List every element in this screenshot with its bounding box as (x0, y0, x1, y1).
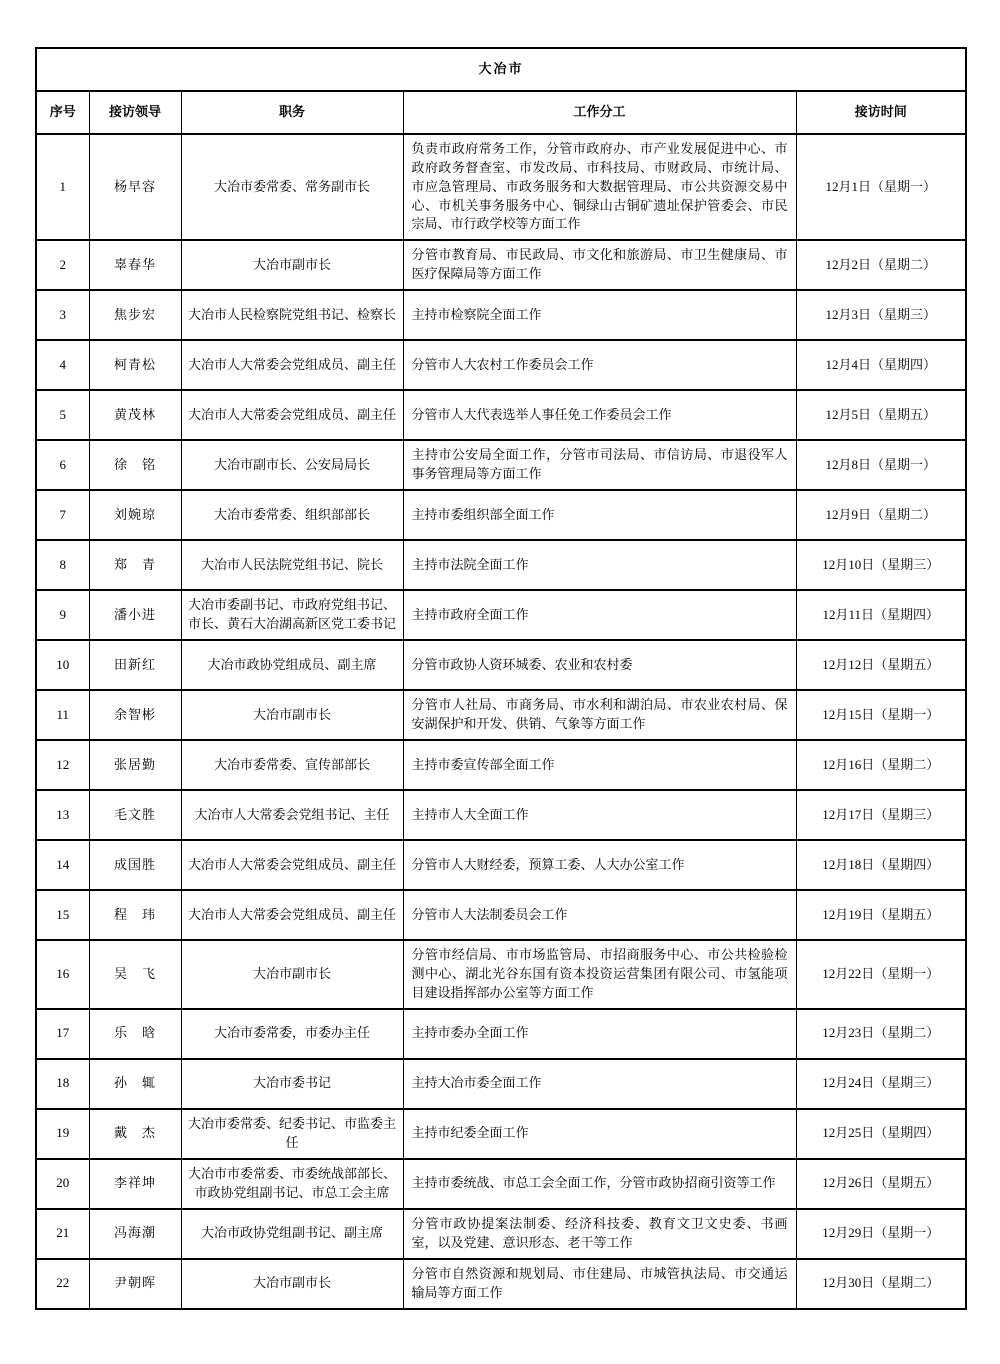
leader-name-cell: 李祥坤 (89, 1159, 181, 1209)
table-row (36, 340, 966, 390)
serial-cell: 5 (36, 390, 89, 440)
serial-cell: 4 (36, 340, 89, 390)
date-cell: 12月19日（星期五） (796, 890, 966, 940)
date-cell: 12月8日（星期一） (796, 440, 966, 490)
leader-name-cell: 冯海潮 (89, 1209, 181, 1259)
title-row (36, 48, 966, 91)
duty-cell: 分管市政协提案法制委、经济科技委、教育文卫文史委、书画室，以及党建、意识形态、老干等工作 (403, 1209, 796, 1259)
leader-name-cell: 徐 铭 (89, 440, 181, 490)
duty-cell: 分管市人大法制委员会工作 (403, 890, 796, 940)
table-row (36, 290, 966, 340)
table-row (36, 1059, 966, 1109)
table-row (36, 940, 966, 1009)
table-row (36, 640, 966, 690)
duty-cell: 主持市纪委全面工作 (403, 1109, 796, 1159)
leader-name-cell: 杨早容 (89, 134, 181, 240)
date-cell: 12月23日（星期二） (796, 1009, 966, 1059)
date-cell: 12月3日（星期三） (796, 290, 966, 340)
position-cell: 大冶市副市长 (181, 240, 403, 290)
table-row (36, 540, 966, 590)
serial-cell: 9 (36, 590, 89, 640)
date-cell: 12月16日（星期二） (796, 740, 966, 790)
duty-cell: 主持市委宣传部全面工作 (403, 740, 796, 790)
table-row (36, 590, 966, 640)
leader-name-cell: 乐 晗 (89, 1009, 181, 1059)
leader-name-cell: 余智彬 (89, 690, 181, 740)
position-cell: 大冶市委常委、纪委书记、市监委主任 (181, 1109, 403, 1159)
serial-cell: 22 (36, 1259, 89, 1309)
table-row (36, 1109, 966, 1159)
date-cell: 12月9日（星期二） (796, 490, 966, 540)
serial-cell: 16 (36, 940, 89, 1009)
serial-cell: 2 (36, 240, 89, 290)
duty-cell: 主持市法院全面工作 (403, 540, 796, 590)
leader-name-cell: 程 玮 (89, 890, 181, 940)
date-cell: 12月2日（星期二） (796, 240, 966, 290)
leader-name-cell: 成国胜 (89, 840, 181, 890)
date-cell: 12月10日（星期三） (796, 540, 966, 590)
table-row (36, 740, 966, 790)
position-cell: 大冶市政协党组成员、副主席 (181, 640, 403, 690)
duty-cell: 分管市人大财经委，预算工委、人大办公室工作 (403, 840, 796, 890)
leader-name-cell: 黄茂林 (89, 390, 181, 440)
serial-cell: 6 (36, 440, 89, 490)
position-cell: 大冶市人大常委会党组成员、副主任 (181, 890, 403, 940)
serial-cell: 12 (36, 740, 89, 790)
serial-cell: 13 (36, 790, 89, 840)
duty-cell: 主持大冶市委全面工作 (403, 1059, 796, 1109)
duty-cell: 主持市委组织部全面工作 (403, 490, 796, 540)
date-cell: 12月4日（星期四） (796, 340, 966, 390)
leader-name-cell: 田新红 (89, 640, 181, 690)
table-row (36, 1259, 966, 1309)
date-cell: 12月22日（星期一） (796, 940, 966, 1009)
serial-cell: 18 (36, 1059, 89, 1109)
table-row (36, 890, 966, 940)
serial-cell: 3 (36, 290, 89, 340)
serial-cell: 15 (36, 890, 89, 940)
duty-cell: 主持市公安局全面工作，分管市司法局、市信访局、市退役军人事务管理局等方面工作 (403, 440, 796, 490)
serial-cell: 14 (36, 840, 89, 890)
duty-cell: 分管市自然资源和规划局、市住建局、市城管执法局、市交通运输局等方面工作 (403, 1259, 796, 1309)
duty-cell: 主持市人大全面工作 (403, 790, 796, 840)
position-cell: 大冶市市委常委、市委统战部部长、市政协党组副书记、市总工会主席 (181, 1159, 403, 1209)
duty-cell: 主持市委办全面工作 (403, 1009, 796, 1059)
date-cell: 12月5日（星期五） (796, 390, 966, 440)
table-row (36, 840, 966, 890)
duty-cell: 主持市委统战、市总工会全面工作，分管市政协招商引资等工作 (403, 1159, 796, 1209)
duty-cell: 主持市检察院全面工作 (403, 290, 796, 340)
page-title: 大冶市 (36, 48, 966, 91)
duty-cell: 分管市人大农村工作委员会工作 (403, 340, 796, 390)
column-header-row (36, 91, 966, 134)
leader-name-cell: 张居勤 (89, 740, 181, 790)
leader-name-cell: 吴 飞 (89, 940, 181, 1009)
leader-name-cell: 柯青松 (89, 340, 181, 390)
serial-cell: 8 (36, 540, 89, 590)
table-row (36, 440, 966, 490)
visit-schedule-table (35, 47, 967, 1310)
table-row (36, 490, 966, 540)
leader-name-cell: 刘婉琼 (89, 490, 181, 540)
position-cell: 大冶市委书记 (181, 1059, 403, 1109)
serial-cell: 17 (36, 1009, 89, 1059)
duty-cell: 分管市人大代表选举人事任免工作委员会工作 (403, 390, 796, 440)
position-cell: 大冶市委常委、宣传部部长 (181, 740, 403, 790)
position-cell: 大冶市委常委，市委办主任 (181, 1009, 403, 1059)
position-cell: 大冶市委常委、常务副市长 (181, 134, 403, 240)
date-cell: 12月11日（星期四） (796, 590, 966, 640)
position-cell: 大冶市人大常委会党组成员、副主任 (181, 390, 403, 440)
date-cell: 12月12日（星期五） (796, 640, 966, 690)
date-cell: 12月30日（星期二） (796, 1259, 966, 1309)
date-cell: 12月17日（星期三） (796, 790, 966, 840)
leader-name-cell: 焦步宏 (89, 290, 181, 340)
serial-cell: 11 (36, 690, 89, 740)
position-cell: 大冶市人大常委会党组成员、副主任 (181, 840, 403, 890)
leader-name-cell: 毛文胜 (89, 790, 181, 840)
table-row (36, 390, 966, 440)
table-row (36, 1209, 966, 1259)
leader-name-cell: 尹朝晖 (89, 1259, 181, 1309)
duty-cell: 分管市经信局、市市场监管局、市招商服务中心、市公共检验检测中心、湖北光谷东国有资本投资运营集团有限公司、市氢能项目建设指挥部办公室等方面工作 (403, 940, 796, 1009)
serial-cell: 1 (36, 134, 89, 240)
position-cell: 大冶市人大常委会党组成员、副主任 (181, 340, 403, 390)
position-cell: 大冶市副市长 (181, 1259, 403, 1309)
position-cell: 大冶市委常委、组织部部长 (181, 490, 403, 540)
duty-cell: 分管市教育局、市民政局、市文化和旅游局、市卫生健康局、市医疗保障局等方面工作 (403, 240, 796, 290)
date-cell: 12月26日（星期五） (796, 1159, 966, 1209)
position-cell: 大冶市委副书记、市政府党组书记、市长、黄石大冶湖高新区党工委书记 (181, 590, 403, 640)
position-cell: 大冶市副市长、公安局局长 (181, 440, 403, 490)
position-cell: 大冶市副市长 (181, 690, 403, 740)
table-row (36, 1009, 966, 1059)
table-row (36, 134, 966, 240)
duty-cell: 主持市政府全面工作 (403, 590, 796, 640)
column-header-position: 职务 (181, 91, 403, 134)
serial-cell: 20 (36, 1159, 89, 1209)
table-row (36, 790, 966, 840)
table-row (36, 690, 966, 740)
leader-name-cell: 潘小进 (89, 590, 181, 640)
date-cell: 12月24日（星期三） (796, 1059, 966, 1109)
serial-cell: 10 (36, 640, 89, 690)
date-cell: 12月15日（星期一） (796, 690, 966, 740)
table-row (36, 240, 966, 290)
leader-name-cell: 戴 杰 (89, 1109, 181, 1159)
serial-cell: 7 (36, 490, 89, 540)
column-header-serial: 序号 (36, 91, 89, 134)
duty-cell: 分管市政协人资环城委、农业和农村委 (403, 640, 796, 690)
date-cell: 12月1日（星期一） (796, 134, 966, 240)
duty-cell: 负责市政府常务工作，分管市政府办、市产业发展促进中心、市政府政务督查室、市发改局、市科技局、市财政局、市统计局、市应急管理局、市政务服务和大数据管理局、市公共资源交易中心、市机关事务服务中心、铜绿山古铜矿遗址保护管委会、市民宗局、市行政学校等方面工作 (403, 134, 796, 240)
date-cell: 12月18日（星期四） (796, 840, 966, 890)
table-row (36, 1159, 966, 1209)
position-cell: 大冶市人民检察院党组书记、检察长 (181, 290, 403, 340)
column-header-date: 接访时间 (796, 91, 966, 134)
position-cell: 大冶市副市长 (181, 940, 403, 1009)
column-header-duty: 工作分工 (403, 91, 796, 134)
leader-name-cell: 辜春华 (89, 240, 181, 290)
serial-cell: 19 (36, 1109, 89, 1159)
table-body (36, 134, 966, 1309)
date-cell: 12月29日（星期一） (796, 1209, 966, 1259)
leader-name-cell: 孙 辄 (89, 1059, 181, 1109)
leader-name-cell: 郑 青 (89, 540, 181, 590)
position-cell: 大冶市政协党组副书记、副主席 (181, 1209, 403, 1259)
serial-cell: 21 (36, 1209, 89, 1259)
position-cell: 大冶市人民法院党组书记、院长 (181, 540, 403, 590)
position-cell: 大冶市人大常委会党组书记、主任 (181, 790, 403, 840)
date-cell: 12月25日（星期四） (796, 1109, 966, 1159)
column-header-leader: 接访领导 (89, 91, 181, 134)
duty-cell: 分管市人社局、市商务局、市水利和湖泊局、市农业农村局、保安湖保护和开发、供销、气象等方面工作 (403, 690, 796, 740)
